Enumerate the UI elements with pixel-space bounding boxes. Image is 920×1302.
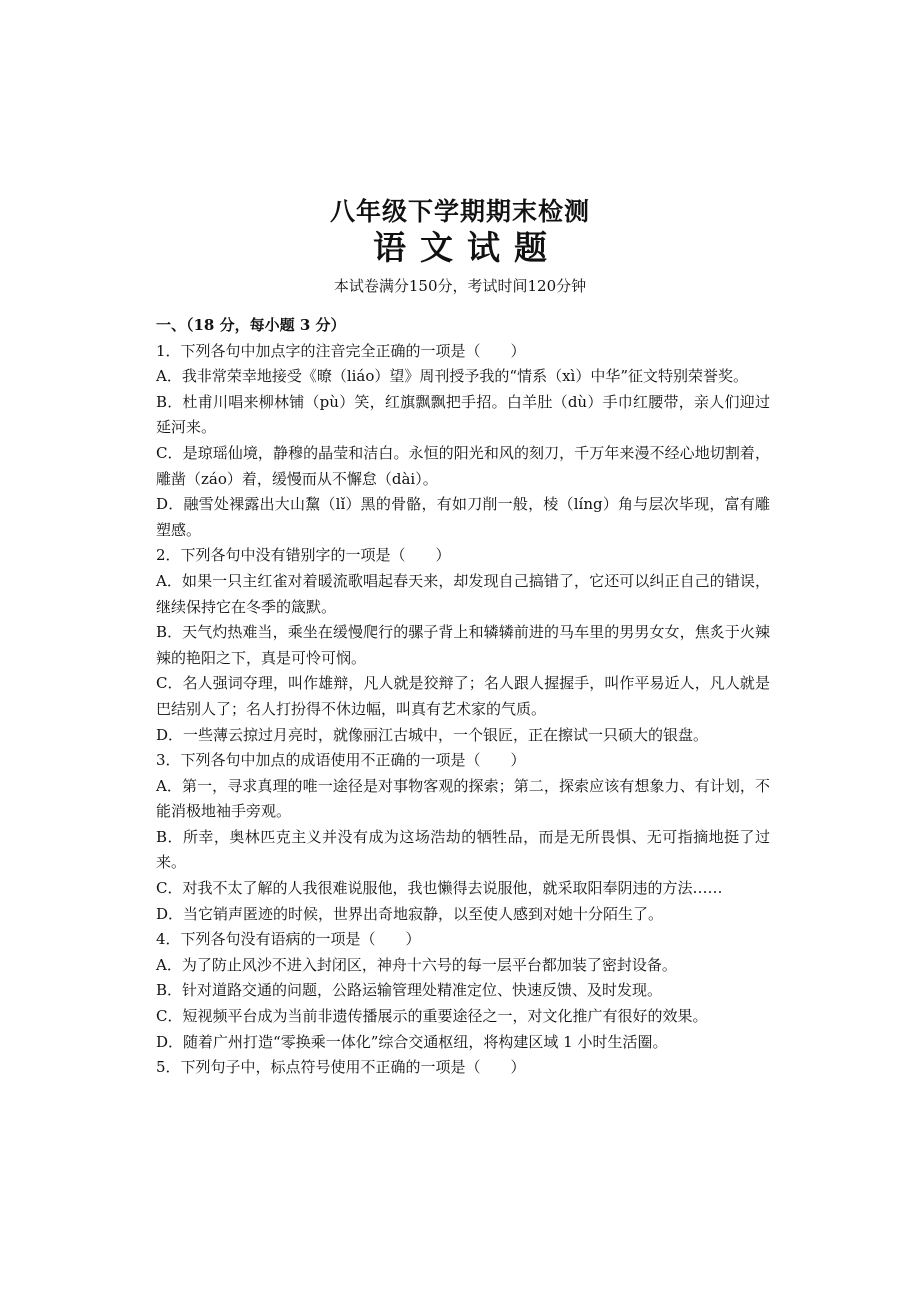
page-title: 八年级下学期期末检测 xyxy=(329,197,590,226)
question-1-stem: 1．下列各句中加点字的注音完全正确的一项是（ ） xyxy=(156,341,526,360)
question-2-option-d: D．一些薄云掠过月亮时，就像丽江古城中，一个银匠，正在擦试一只硕大的银盘。 xyxy=(156,725,709,744)
question-1-option-c: C．是琼瑶仙境，静穆的晶莹和洁白。永恒的阳光和风的刻刀，千万年来漫不经心地切割着，雕凿（záo）着，缓慢而从不懈怠（dài）。 xyxy=(156,443,770,488)
question-5-stem: 5．下列句子中，标点符号使用不正确的一项是（ ） xyxy=(156,1058,526,1077)
page-subtitle: 语文试题 xyxy=(373,228,561,267)
question-3-option-d: D．当它销声匿迹的时候，世界出奇地寂静，以至使人感到对她十分陌生了。 xyxy=(156,904,664,923)
question-1-option-b: B．杜甫川唱来柳林铺（pù）笑，红旗飘飘把手招。白羊肚（dù）手巾红腰带，亲人们迎过延河来。 xyxy=(156,392,770,437)
question-3-option-c: C．对我不太了解的人我很难说服他，我也懒得去说服他，就采取阳奉阴违的方法…… xyxy=(156,879,723,898)
section-header: 一、（18 分，每小题 3 分） xyxy=(156,316,346,334)
question-2-option-b: B．天气灼热难当，乘坐在缓慢爬行的骡子背上和辚辚前进的马车里的男男女女，焦炙于火辣辣的艳阳之下，真是可怜可悯。 xyxy=(156,623,770,667)
question-4-option-a: A．为了防止风沙不进入封闭区，神舟十六号的每一层平台都加装了密封设备。 xyxy=(156,955,677,974)
question-4-option-b: B．针对道路交通的问题，公路运输管理处精准定位、快速反馈、及时发现。 xyxy=(156,981,663,1000)
question-4-stem: 4．下列各句没有语病的一项是（ ） xyxy=(156,930,421,949)
question-1-option-d: D．融雪处裸露出大山黧（lǐ）黑的骨骼，有如刀削一般，棱（líng）角与层次毕现，富有雕塑感。 xyxy=(156,495,770,539)
section-one xyxy=(156,313,770,1081)
exam-info: 本试卷满分150分，考试时间120分钟 xyxy=(333,277,587,295)
question-3-option-a: A．第一，寻求真理的唯一途径是对事物客观的探索；第二，探索应该有想象力、有计划，不能消极地袖手旁观。 xyxy=(156,776,770,821)
question-2-stem: 2．下列各句中没有错别字的一项是（ ） xyxy=(156,546,451,565)
question-1-option-a: A．我非常荣幸地接受《暸（liáo）望》周刊授予我的“情系（xì）中华”征文特别荣誉奖。 xyxy=(156,367,748,386)
question-3-option-b: B．所幸，奥林匹克主义并没有成为这场浩劫的牺牲品，而是无所畏惧、无可指摘地挺了过来。 xyxy=(156,827,770,872)
question-4-option-d: D．随着广州打造“零换乘一体化”综合交通枢纽，将构建区域 1 小时生活圈。 xyxy=(156,1032,668,1051)
question-4-option-c: C．短视频平台成为当前非遗传播展示的重要途径之一，对文化推广有很好的效果。 xyxy=(156,1007,708,1026)
question-2-option-c: C．名人强词夺理，叫作雄辩，凡人就是狡辩了；名人跟人握握手，叫作平易近人，凡人就是巴结别人了；名人打扮得不休边幅，叫真有艺术家的气质。 xyxy=(156,674,770,718)
question-3-stem: 3．下列各句中加点的成语使用不正确的一项是（ ） xyxy=(156,751,526,770)
question-2-option-a: A．如果一只主红雀对着暖流歌唱起春天来，却发现自己搞错了，它还可以纠正自己的错误，继续保持它在冬季的箴默。 xyxy=(156,571,770,616)
